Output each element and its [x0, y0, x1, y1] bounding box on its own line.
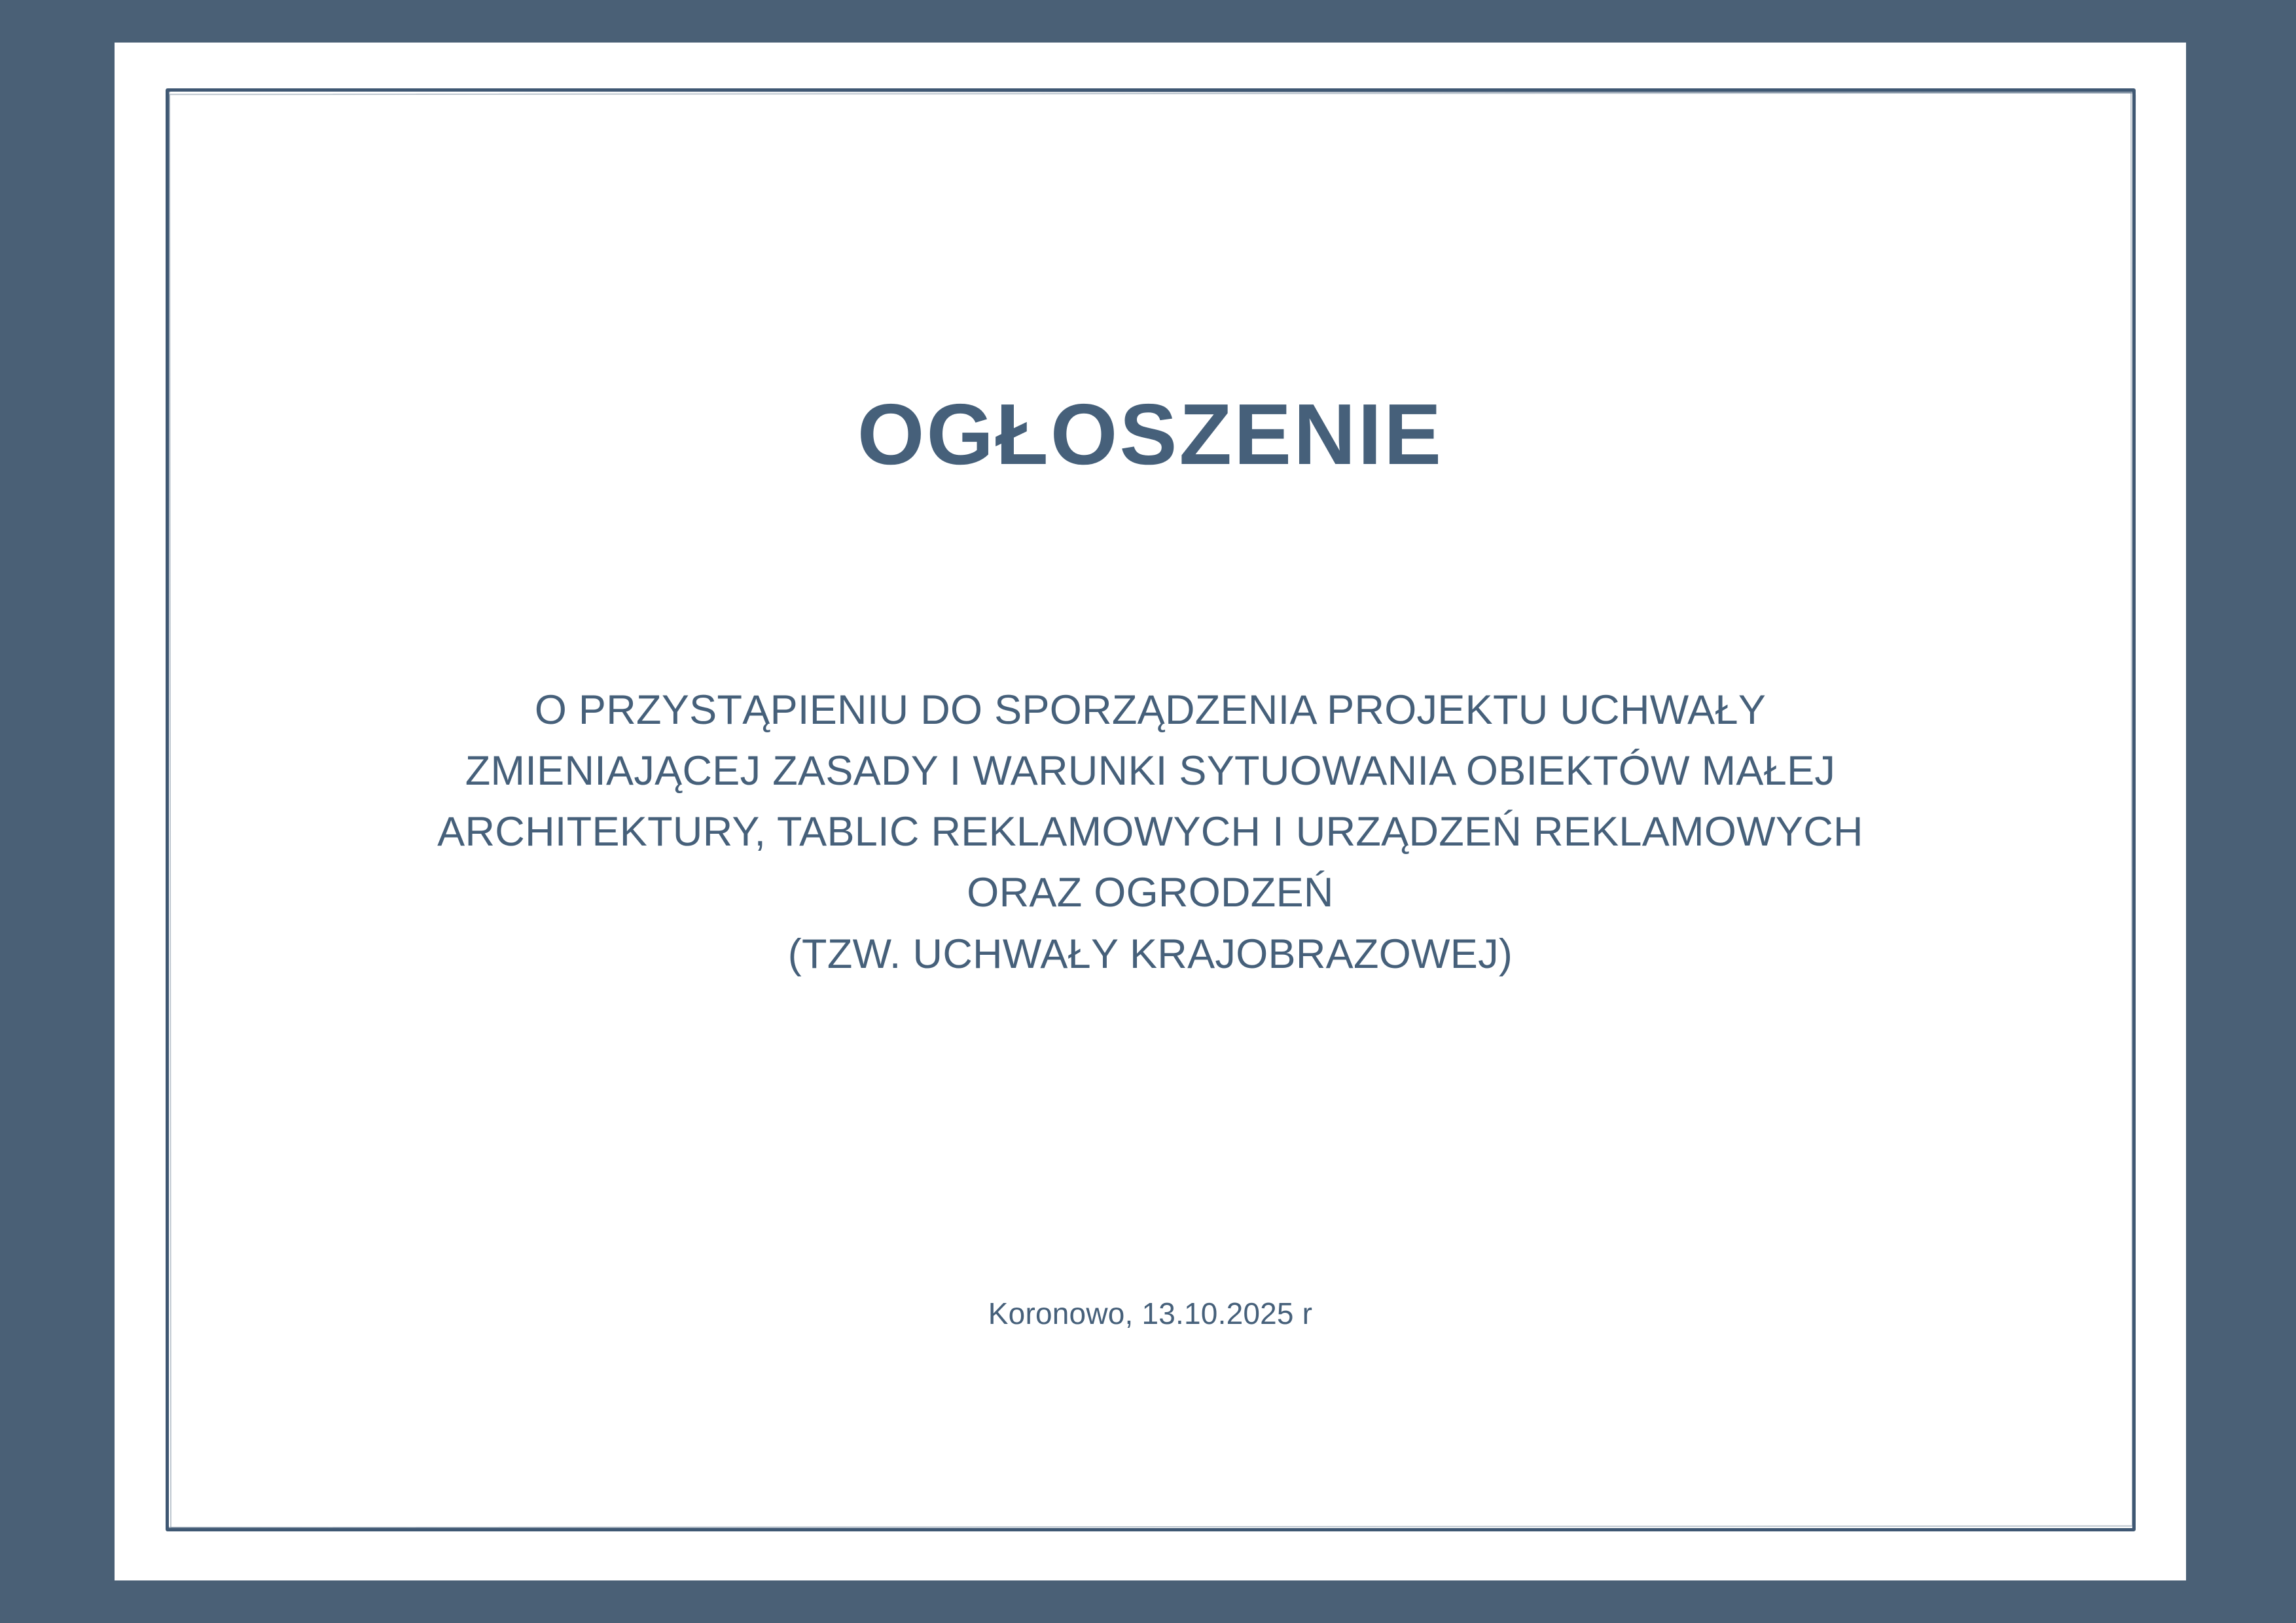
- subtitle-line: O PRZYSTĄPIENIU DO SPORZĄDZENIA PROJEKTU UCHWAŁY: [534, 687, 1767, 733]
- subtitle-line: (TZW. UCHWAŁY KRAJOBRAZOWEJ): [787, 931, 1513, 977]
- slide-content: [115, 43, 2186, 1580]
- page-title: OGŁOSZENIE: [857, 386, 1444, 482]
- subtitle-block: [349, 680, 1952, 985]
- subtitle-line: ARCHITEKTURY, TABLIC REKLAMOWYCH I URZĄDZEŃ REKLAMOWYCH: [437, 809, 1863, 855]
- paper-surface: [115, 43, 2186, 1580]
- footer-place-date: Koronowo, 13.10.2025 r: [988, 1296, 1313, 1330]
- subtitle-line: ORAZ OGRODZEŃ: [967, 870, 1334, 916]
- subtitle-line: ZMIENIAJĄCEJ ZASADY I WARUNKI SYTUOWANIA OBIEKTÓW MAŁEJ: [465, 747, 1836, 794]
